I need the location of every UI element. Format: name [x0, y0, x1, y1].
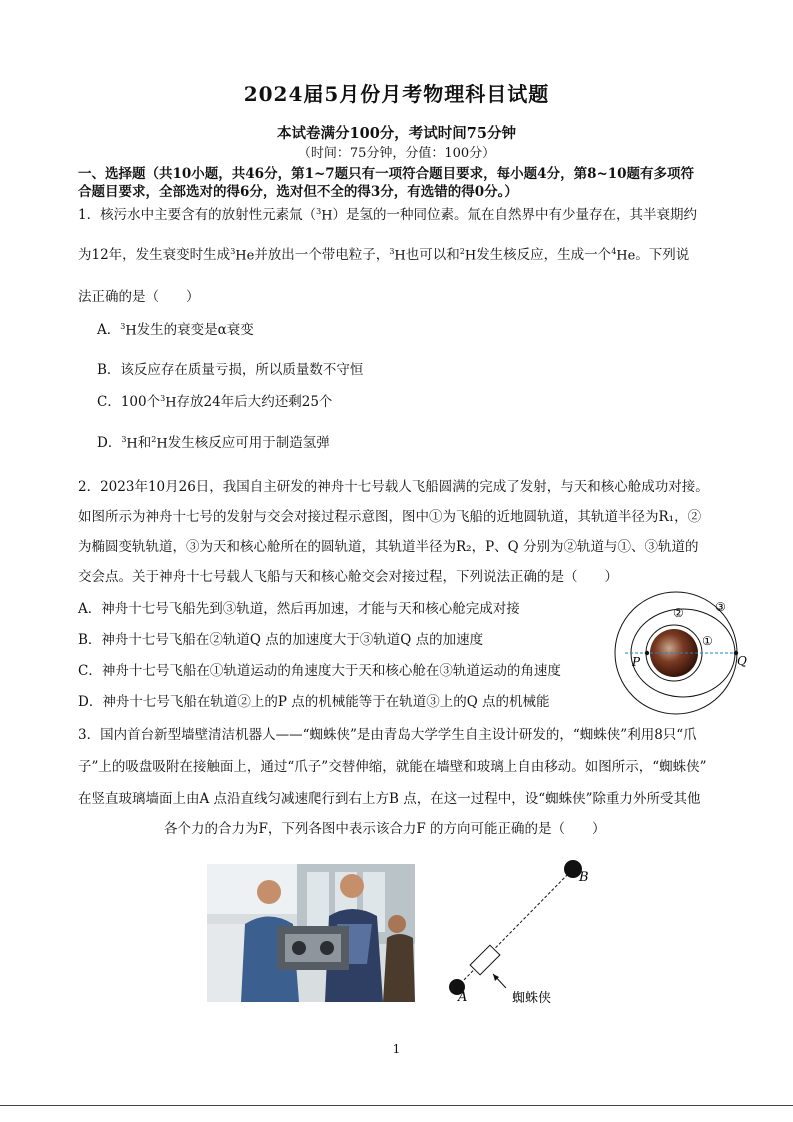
q1-line2-e: 。下列说	[635, 247, 690, 263]
iso-h3	[160, 394, 176, 410]
q1-line2	[78, 243, 689, 263]
iso-symbol: H	[464, 248, 477, 263]
orbit-3-label: ③	[715, 600, 726, 614]
mass-3: 3	[389, 246, 395, 256]
orbit-1-label: ①	[702, 634, 713, 648]
mass-4: 4	[611, 246, 617, 256]
q2-option-d: D．神舟十七号飞船在轨道②上的P 点的机械能等于在轨道③上的Q 点的机械能	[78, 694, 550, 710]
orbit-2-label: ②	[673, 606, 684, 620]
q1-option-d-c: 发生核反应可用于制造氢弹	[167, 435, 330, 451]
q1-option-c-a: C．100个	[97, 394, 161, 410]
q2-line3: 为椭圆变轨轨道，③为天和核心舱所在的圆轨道，其轨道半径为R₂，P、Q 分别为②轨道与①、③轨道的	[78, 539, 699, 555]
robot-box	[470, 945, 500, 975]
point-q-label: Q	[737, 654, 747, 668]
q2-option-c: C．神舟十七号飞船在①轨道运动的角速度大于天和核心舱在③轨道运动的角速度	[78, 663, 561, 679]
mass-3: 3	[120, 321, 126, 331]
q2-line2: 如图所示为神舟十七号的发射与交会对接过程示意图，图中①为飞船的近地圆轨道，其轨道半径为R₁，②	[78, 509, 702, 525]
q1-line2-c: 也可以和	[405, 247, 460, 263]
iso-symbol: H	[125, 323, 137, 338]
iso-symbol: H	[394, 248, 406, 263]
iso-symbol: He	[616, 248, 636, 263]
iso-h3	[121, 435, 137, 451]
iso-h3	[120, 322, 136, 338]
q3-line4: 各个力的合力为F，下列各图中表示该合力F 的方向可能正确的是（ ）	[164, 821, 606, 837]
q1-line2-a: 为12年，发生衰变时生成	[78, 247, 231, 263]
exam-subtitle: 本试卷满分100分，考试时间75分钟	[277, 125, 516, 142]
mass-3: 3	[160, 393, 166, 403]
q2-option-b: B．神舟十七号飞船在②轨道Q 点的加速度大于③轨道Q 点的加速度	[78, 632, 484, 648]
q1-option-d-b: 和	[137, 435, 152, 451]
iso-symbol: H	[126, 436, 138, 451]
iso-h2	[460, 247, 476, 263]
exam-title: 2024届5月份月考物理科目试题	[243, 82, 550, 106]
q1-option-a-text: 发生的衰变是α衰变	[136, 322, 254, 338]
q1-option-a	[97, 318, 254, 338]
iso-he4	[611, 247, 635, 263]
q1-option-c	[97, 390, 332, 410]
q2-line1: 2．2023年10月26日，我国自主研发的神舟十七号载人飞船圆满的完成了发射，与天和核心舱成功对接。	[78, 479, 709, 495]
q1-line2-d: 发生核反应，生成一个	[476, 247, 612, 263]
q1-line3: 法正确的是（ ）	[78, 289, 200, 305]
mass-2: 2	[151, 434, 157, 444]
q2-option-a: A．神舟十七号飞船先到③轨道，然后再加速，才能与天和核心舱完成对接	[78, 601, 520, 617]
q3-line3: 在竖直玻璃墙面上由A 点沿直线匀减速爬行到右上方B 点，在这一过程中，设“蜘蛛侠”除重力外所受其他	[78, 791, 701, 807]
q1-option-d	[97, 431, 330, 451]
q2-line4: 交会点。关于神舟十七号载人飞船与天和核心舱交会对接过程，下列说法正确的是（ ）	[78, 569, 618, 585]
iso-h3	[389, 247, 405, 263]
robot-photo	[207, 864, 415, 1002]
robot-label: 蜘蛛侠	[512, 991, 552, 1006]
page-number: 1	[392, 1042, 401, 1056]
spider-diagram	[440, 850, 600, 1010]
orbit-diagram	[605, 590, 755, 720]
q1-line1-b: ）是氢的一种同位素。氚在自然界中有少量存在，其半衰期约	[332, 207, 698, 223]
q1-line1	[78, 203, 697, 223]
iso-symbol: He	[235, 248, 255, 263]
iso-symbol: H	[321, 208, 333, 223]
iso-symbol: H	[165, 395, 177, 410]
q1-option-c-b: 存放24年后大约还剩25个	[176, 394, 333, 410]
q1-line2-b: 并放出一个带电粒子，	[254, 247, 390, 263]
q1-line1-a: 1．核污水中主要含有的放射性元素氚（	[78, 207, 317, 223]
point-p-label: P	[632, 655, 641, 669]
q3-line1: 3．国内首台新型墙壁清洁机器人——“蜘蛛侠”是由青岛大学学生自主设计研发的，“蜘蛛侠”利用8只“爪	[78, 727, 697, 743]
q1-option-b: B．该反应存在质量亏损，所以质量数不守恒	[97, 362, 364, 378]
section-header-line2: 合题目要求，全部选对的得6分，选对但不全的得3分，有选错的得0分。）	[78, 184, 518, 200]
iso-he3	[230, 247, 254, 263]
point-a-label: A	[458, 990, 468, 1005]
mass-2: 2	[459, 246, 465, 256]
point-p-dot	[645, 651, 649, 655]
mass-3: 3	[316, 206, 322, 216]
iso-h2	[151, 435, 167, 451]
footer-divider	[0, 1105, 793, 1106]
option-label: A．	[97, 322, 121, 338]
q1-option-d-a: D．	[97, 435, 122, 451]
section-header-line1: 一、选择题（共10小题，共46分，第1~7题只有一项符合题目要求，每小题4分，第8~10题有多项符	[78, 166, 695, 182]
mass-3: 3	[230, 246, 236, 256]
point-b-label: B	[579, 870, 589, 885]
photo-scene	[207, 864, 415, 1002]
q3-line2: 子”上的吸盘吸附在接触面上，通过“爪子”交替伸缩，就能在墙壁和玻璃上自由移动。如图所示，“蜘蛛侠”	[78, 759, 707, 775]
exam-meta: （时间：75分钟，分值：100分）	[297, 146, 496, 161]
iso-h3	[316, 207, 332, 223]
mass-3: 3	[121, 434, 127, 444]
iso-symbol: H	[156, 436, 168, 451]
